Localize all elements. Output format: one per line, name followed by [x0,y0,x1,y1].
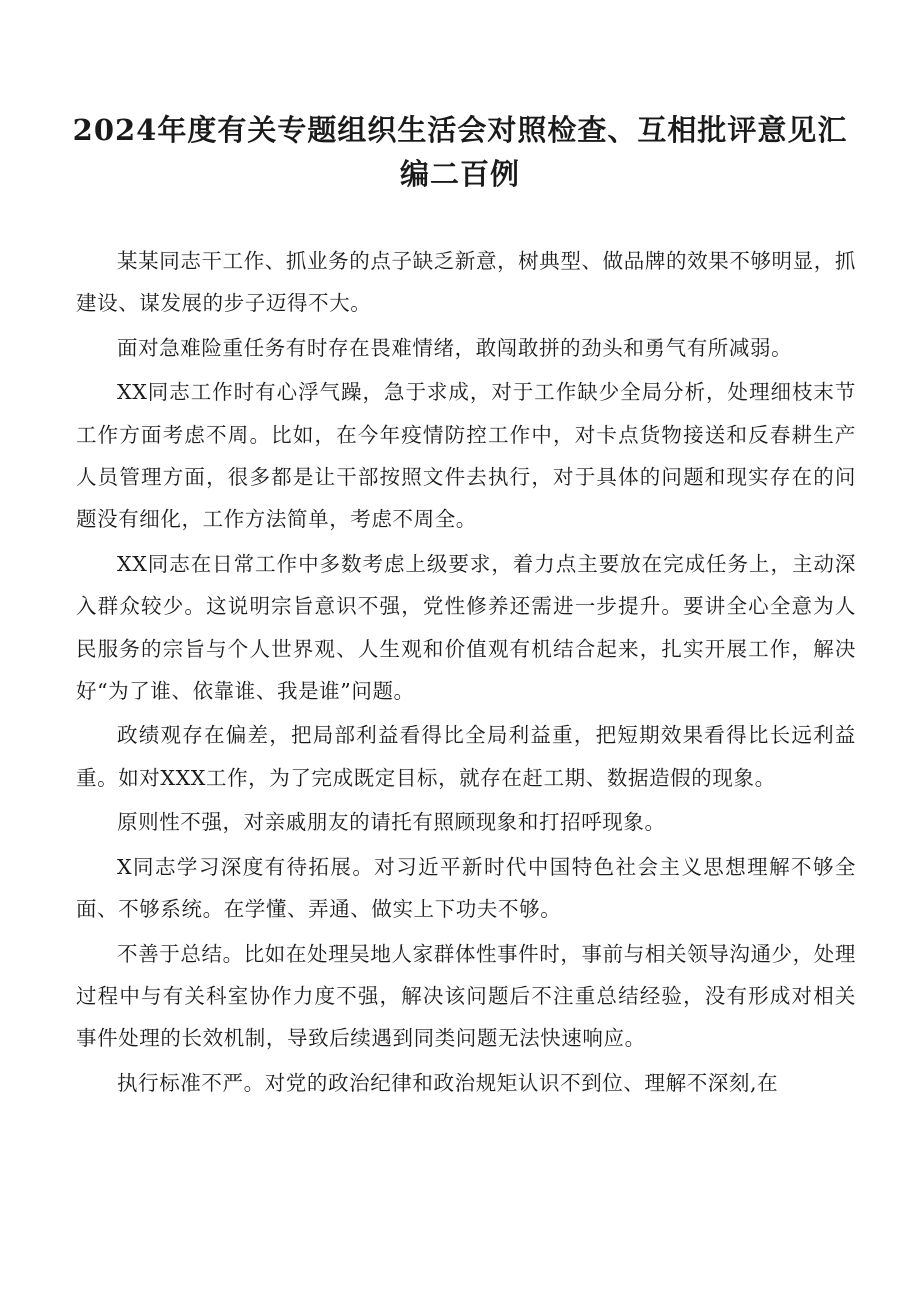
paragraph: 不善于总结。比如在处理吴地人家群体性事件时，事前与相关领导沟通少，处理过程中与有关科室协作力度不强，解决该问题后不注重总结经验，没有形成对相关事件处理的长效机制，导致后续遇到同类问题无法快速响应。 [76,941,856,1051]
document-title: 2024年度有关专题组织生活会对照检查、互相批评意见汇编二百例 [72,113,848,191]
paragraph: 原则性不强，对亲戚朋友的请托有照顾现象和打招呼现象。 [117,810,666,835]
paragraph: 某某同志干工作、抓业务的点子缺乏新意，树典型、做品牌的效果不够明显，抓建设、谋发展的步子迈得不大。 [76,249,856,316]
paragraph: X同志学习深度有待拓展。对习近平新时代中国特色社会主义思想理解不够全面、不够系统。在学懂、弄通、做实上下功夫不够。 [76,854,856,922]
paragraph: 政绩观存在偏差，把局部利益看得比全局利益重，把短期效果看得比长远利益重。如对XXX工作，为了完成既定目标，就存在赶工期、数据造假的现象。 [76,723,856,790]
paragraph: 面对急难险重任务有时存在畏难情绪，敢闯敢拼的劲头和勇气有所减弱。 [117,335,793,360]
document-body [76,240,856,1106]
paragraph: XX同志在日常工作中多数考虑上级要求，着力点主要放在完成任务上，主动深入群众较少。这说明宗旨意识不强，党性修养还需进一步提升。要讲全心全意为人民服务的宗旨与个人世界观、人生观和价值观有机结合起来，扎实开展工作，解决好“为了谁、依靠谁、我是谁”问题。 [76,551,856,704]
paragraph: XX同志工作时有心浮气躁，急于求成，对于工作缺少全局分析，处理细枝末节工作方面考虑不周。比如，在今年疫情防控工作中，对卡点货物接送和反春耕生产人员管理方面，很多都是让干部按照文件去执行，对于具体的问题和现实存在的问题没有细化，工作方法简单，考虑不周全。 [76,380,856,532]
paragraph: 执行标准不严。对党的政治纪律和政治规矩认识不到位、理解不深刻,在 [117,1070,779,1095]
